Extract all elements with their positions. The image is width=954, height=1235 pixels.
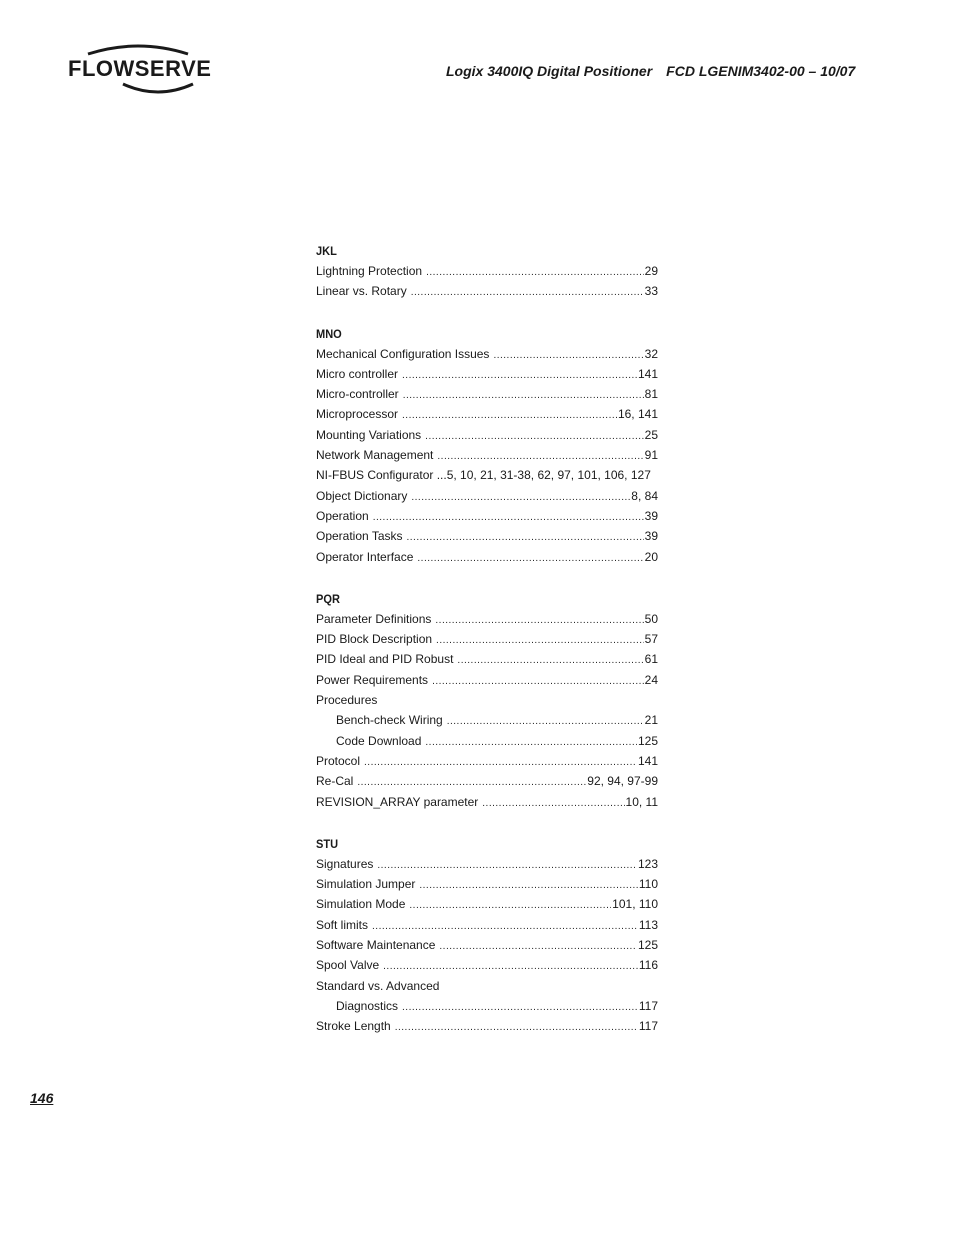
index-entry: Parameter Definitions ..... 50 <box>316 609 658 629</box>
index-entry: Stroke Length ..... 117 <box>316 1016 658 1036</box>
index-entry: Simulation Jumper ..... 110 <box>316 874 658 894</box>
index-entry: Soft limits ..... 113 <box>316 915 658 935</box>
index-entry: Signatures ..... 123 <box>316 854 658 874</box>
index-entry: PID Ideal and PID Robust ..... 61 <box>316 649 658 669</box>
page-header <box>446 63 855 79</box>
index-section-stu <box>316 834 658 1037</box>
index-entry: PID Block Description ..... 57 <box>316 629 658 649</box>
index-listing <box>316 241 658 1037</box>
index-section-jkl <box>316 241 658 302</box>
index-entry: Protocol ..... 141 <box>316 751 658 771</box>
product-title: Logix 3400IQ Digital Positioner <box>446 63 653 79</box>
section-heading: JKL <box>316 244 337 258</box>
index-entry: Power Requirements ..... 24 <box>316 670 658 690</box>
index-section-mno <box>316 324 658 567</box>
index-subentry: Bench-check Wiring ..... 21 <box>316 710 658 730</box>
index-entry: Network Management ..... 91 <box>316 445 658 465</box>
flowserve-logo <box>68 44 212 96</box>
index-entry: Operation Tasks ..... 39 <box>316 526 658 546</box>
index-entry: Microprocessor ..... 16, 141 <box>316 404 658 424</box>
index-entry: Lightning Protection ..... 29 <box>316 261 658 281</box>
index-entry: REVISION_ARRAY parameter ..... 10, 11 <box>316 792 658 812</box>
index-entry: NI-FBUS Configurator ...5, 10, 21, 31-38, 62, 97, 101, 106, 127 <box>316 468 651 483</box>
section-heading: MNO <box>316 326 342 341</box>
index-entry: Operator Interface ..... 20 <box>316 547 658 567</box>
index-entry: Object Dictionary ..... 8, 84 <box>316 486 658 506</box>
logo-text: FLOWSERVE <box>68 56 212 81</box>
section-heading: STU <box>316 836 339 851</box>
index-entry: Procedures <box>316 693 378 708</box>
index-entry: Standard vs. Advanced <box>316 978 440 993</box>
section-heading: PQR <box>316 591 340 606</box>
index-section-pqr <box>316 589 658 812</box>
index-subentry: Diagnostics ..... 117 <box>316 996 658 1016</box>
index-entry: Re-Cal ..... 92, 94, 97-99 <box>316 771 658 791</box>
index-entry: Spool Valve ..... 116 <box>316 955 658 975</box>
index-entry: Micro controller ..... 141 <box>316 364 658 384</box>
index-entry: Operation ..... 39 <box>316 506 658 526</box>
index-entry: Linear vs. Rotary ..... 33 <box>316 281 658 301</box>
index-entry: Mounting Variations ..... 25 <box>316 425 658 445</box>
document-code: FCD LGENIM3402-00 – 10/07 <box>666 63 856 79</box>
page-number: 146 <box>30 1090 54 1106</box>
index-entry: Software Maintenance ..... 125 <box>316 935 658 955</box>
index-entry: Micro-controller ..... 81 <box>316 384 658 404</box>
index-entry: Mechanical Configuration Issues ..... 32 <box>316 344 658 364</box>
index-subentry: Code Download ..... 125 <box>316 731 658 751</box>
index-entry: Simulation Mode ..... 101, 110 <box>316 894 658 914</box>
